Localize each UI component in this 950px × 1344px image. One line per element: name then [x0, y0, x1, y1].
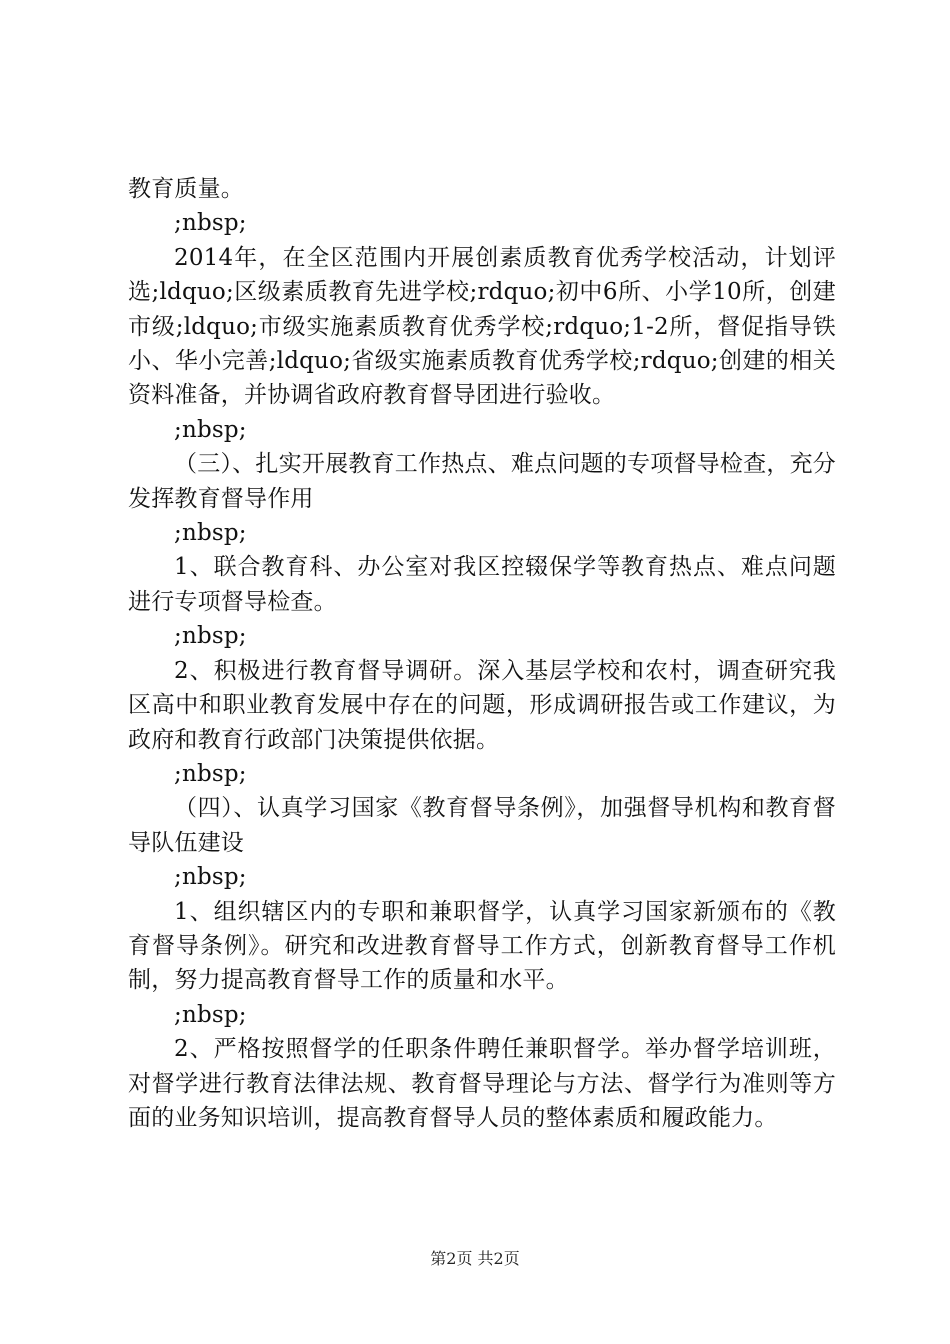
paragraph-9: 2、积极进行教育督导调研。深入基层学校和农村，调查研究我区高中和职业教育发展中存在的问题，形成调研报告或工作建议，为政府和教育行政部门决策提供依据。 — [128, 657, 836, 753]
paragraph-14: ;nbsp; — [174, 1001, 247, 1028]
section-heading-4: （四）、认真学习国家《教育督导条例》，加强督导机构和教育督导队伍建设 — [128, 795, 836, 856]
paragraph-10: ;nbsp; — [174, 760, 247, 787]
paragraph-13: 1、组织辖区内的专职和兼职督学，认真学习国家新颁布的《教育督导条例》。研究和改进教育督导工作方式，创新教育督导工作机制，努力提高教育督导工作的质量和水平。 — [128, 898, 836, 994]
section-heading-3: （三）、扎实开展教育工作热点、难点问题的专项督导检查，充分发挥教育督导作用 — [128, 451, 836, 512]
paragraph-2: ;nbsp; — [174, 210, 247, 237]
paragraph-7: 1、联合教育科、办公室对我区控辍保学等教育热点、难点问题进行专项督导检查。 — [128, 554, 836, 615]
page-number-footer: 第2页 共2页 — [430, 1249, 520, 1268]
document-body — [128, 172, 836, 1135]
paragraph-1: 教育质量。 — [128, 176, 244, 202]
paragraph-15: 2、严格按照督学的任职条件聘任兼职督学。举办督学培训班，对督学进行教育法律法规、教育督导理论与方法、督学行为准则等方面的业务知识培训，提高教育督导人员的整体素质和履政能力。 — [128, 1036, 836, 1131]
paragraph-6: ;nbsp; — [174, 520, 247, 547]
paragraph-4: ;nbsp; — [174, 416, 247, 443]
paragraph-3: 2014年，在全区范围内开展创素质教育优秀学校活动，计划评选;ldquo;区级素质教育先进学校;rdquo;初中6所、小学10所，创建市级;ldquo;市级实施素质教育优秀学校;rdquo;1-2所，督促指导铁小、华小完善;ldquo;省级实施素质教育优秀学校;rdquo;创建的相关资料准备，并协调省政府教育督导团进行验收。 — [128, 244, 836, 409]
paragraph-12: ;nbsp; — [174, 864, 247, 891]
paragraph-8: ;nbsp; — [174, 623, 247, 650]
